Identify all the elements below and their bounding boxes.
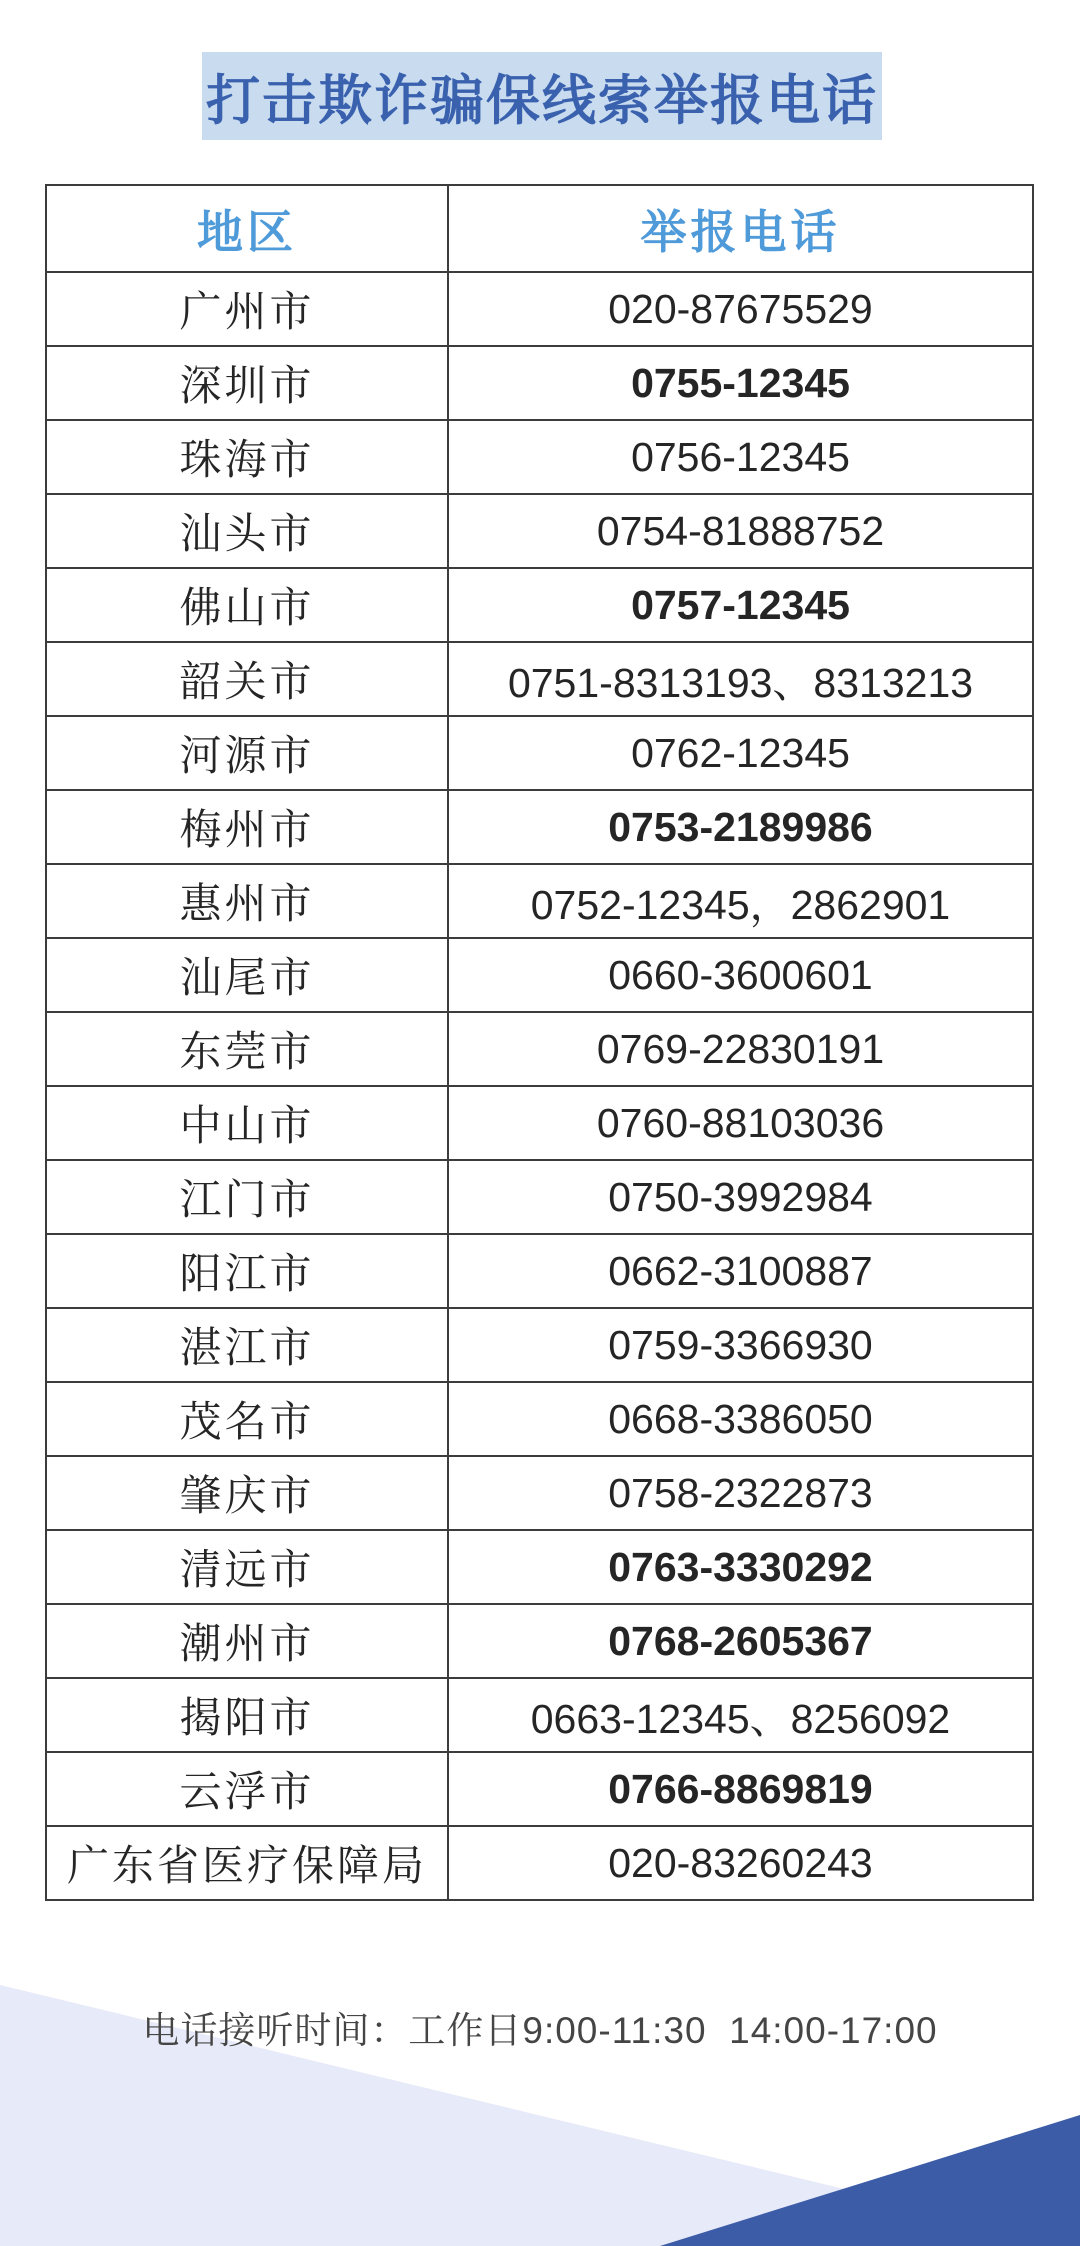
region-cell: 中山市 <box>46 1086 448 1160</box>
table-row <box>46 1012 1033 1086</box>
region-cell: 汕头市 <box>46 494 448 568</box>
phone-cell: 0751-8313193、8313213 <box>448 642 1033 716</box>
region-cell: 揭阳市 <box>46 1678 448 1752</box>
table-row <box>46 420 1033 494</box>
region-cell: 广州市 <box>46 272 448 346</box>
page-title: 打击欺诈骗保线索举报电话 <box>206 70 878 131</box>
region-cell: 江门市 <box>46 1160 448 1234</box>
phone-cell: 020-83260243 <box>448 1826 1033 1900</box>
phone-cell: 0663-12345、8256092 <box>448 1678 1033 1752</box>
phone-cell: 0758-2322873 <box>448 1456 1033 1530</box>
table-row <box>46 938 1033 1012</box>
title-banner <box>202 52 882 140</box>
phone-cell: 0755-12345 <box>448 346 1033 420</box>
table-row <box>46 1456 1033 1530</box>
region-cell: 珠海市 <box>46 420 448 494</box>
region-cell: 深圳市 <box>46 346 448 420</box>
phone-cell: 0768-2605367 <box>448 1604 1033 1678</box>
region-cell: 佛山市 <box>46 568 448 642</box>
table-header <box>46 185 1033 272</box>
hotline-hours-note: 电话接听时间：工作日9:00-11:30 14:00-17:00 <box>142 2010 938 2051</box>
region-cell: 茂名市 <box>46 1382 448 1456</box>
table-row <box>46 1382 1033 1456</box>
table-row <box>46 1086 1033 1160</box>
table-row <box>46 1826 1033 1900</box>
phone-cell: 0668-3386050 <box>448 1382 1033 1456</box>
region-cell: 云浮市 <box>46 1752 448 1826</box>
phone-cell: 0769-22830191 <box>448 1012 1033 1086</box>
phone-cell: 0754-81888752 <box>448 494 1033 568</box>
phone-cell: 0759-3366930 <box>448 1308 1033 1382</box>
region-cell: 清远市 <box>46 1530 448 1604</box>
phone-cell: 0762-12345 <box>448 716 1033 790</box>
phone-cell: 0756-12345 <box>448 420 1033 494</box>
region-column-header: 地区 <box>46 185 448 272</box>
phone-cell: 020-87675529 <box>448 272 1033 346</box>
phone-cell: 0763-3330292 <box>448 1530 1033 1604</box>
region-cell: 河源市 <box>46 716 448 790</box>
region-cell: 韶关市 <box>46 642 448 716</box>
table-row <box>46 1308 1033 1382</box>
header-row <box>46 185 1033 272</box>
region-cell: 东莞市 <box>46 1012 448 1086</box>
phone-cell: 0760-88103036 <box>448 1086 1033 1160</box>
table-row <box>46 346 1033 420</box>
table-row <box>46 568 1033 642</box>
table-row <box>46 716 1033 790</box>
phone-cell: 0753-2189986 <box>448 790 1033 864</box>
table-row <box>46 1604 1033 1678</box>
table-row <box>46 494 1033 568</box>
region-cell: 肇庆市 <box>46 1456 448 1530</box>
hotline-table <box>45 184 1034 1901</box>
region-cell: 汕尾市 <box>46 938 448 1012</box>
table-row <box>46 1678 1033 1752</box>
phone-cell: 0757-12345 <box>448 568 1033 642</box>
phone-cell: 0766-8869819 <box>448 1752 1033 1826</box>
table-row <box>46 1160 1033 1234</box>
phone-cell: 0752-12345，2862901 <box>448 864 1033 938</box>
table-row <box>46 1234 1033 1308</box>
region-cell: 梅州市 <box>46 790 448 864</box>
table-body <box>46 272 1033 1900</box>
region-cell: 湛江市 <box>46 1308 448 1382</box>
phone-column-header: 举报电话 <box>448 185 1033 272</box>
table-row <box>46 1530 1033 1604</box>
phone-cell: 0660-3600601 <box>448 938 1033 1012</box>
region-cell: 阳江市 <box>46 1234 448 1308</box>
table-row <box>46 642 1033 716</box>
table-row <box>46 790 1033 864</box>
table-row <box>46 272 1033 346</box>
table-row <box>46 1752 1033 1826</box>
region-cell: 潮州市 <box>46 1604 448 1678</box>
phone-cell: 0750-3992984 <box>448 1160 1033 1234</box>
region-cell: 广东省医疗保障局 <box>46 1826 448 1900</box>
table-row <box>46 864 1033 938</box>
phone-cell: 0662-3100887 <box>448 1234 1033 1308</box>
region-cell: 惠州市 <box>46 864 448 938</box>
